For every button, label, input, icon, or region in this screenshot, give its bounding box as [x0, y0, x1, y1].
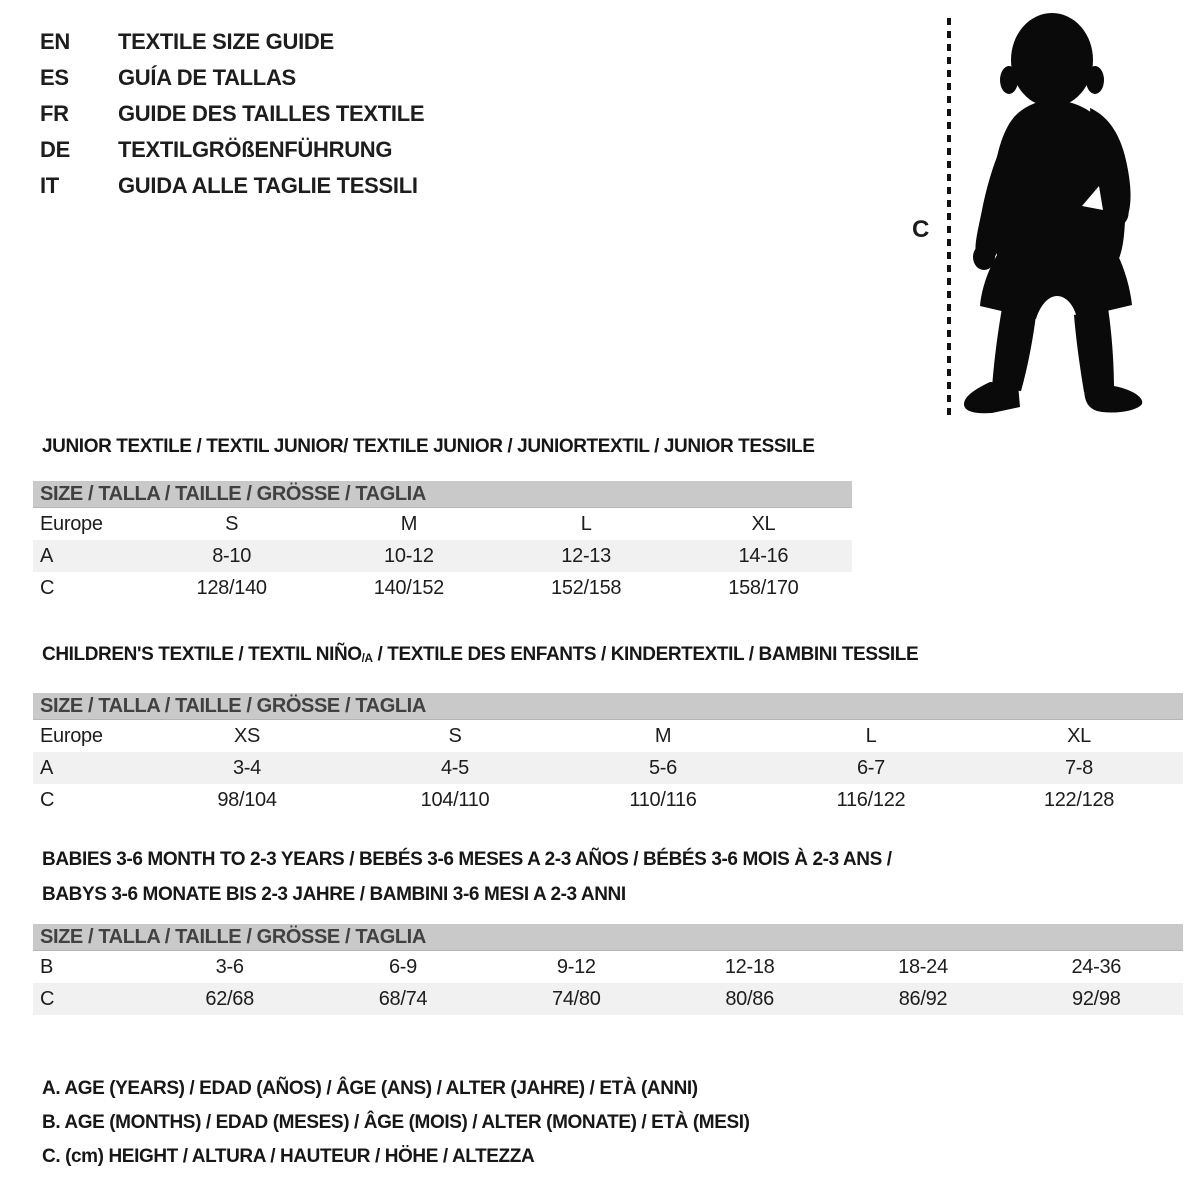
cell: 14-16	[738, 544, 789, 567]
section-babies	[33, 842, 1183, 1015]
language-code: ES	[40, 65, 69, 90]
junior-size-header-bar	[33, 481, 852, 508]
cell: 158/170	[728, 576, 799, 599]
row-label: A	[40, 544, 54, 567]
junior-size-header-text: SIZE / TALLA / TAILLE / GRÖSSE / TAGLIA	[40, 482, 426, 505]
cell: 140/152	[373, 576, 444, 599]
language-code: FR	[40, 101, 69, 126]
cell: 4-5	[440, 756, 469, 779]
cell: 122/128	[1043, 788, 1115, 811]
section-junior	[33, 436, 852, 604]
children-size-header-bar	[33, 693, 1183, 720]
cell: 5-6	[648, 756, 677, 779]
language-title: GUIDE DES TAILLES TEXTILE	[118, 101, 425, 126]
babies-heading	[42, 842, 1183, 912]
cell: 18-24	[898, 955, 948, 978]
height-measure-label: C	[912, 216, 930, 243]
language-title: TEXTILGRÖßENFÜHRUNG	[118, 137, 393, 162]
row-label: B	[40, 955, 54, 978]
row-label: Europe	[40, 512, 103, 535]
cell: 12-13	[561, 544, 611, 567]
table-row-age	[33, 540, 852, 572]
cell: 116/122	[836, 788, 906, 811]
cell: M	[400, 512, 418, 535]
table-row-height	[33, 572, 852, 604]
row-label: C	[40, 788, 55, 811]
row-label: C	[40, 987, 55, 1010]
table-row-age-months	[33, 951, 1183, 983]
measure-figure	[0, 0, 1200, 430]
junior-heading: JUNIOR TEXTILE / TEXTIL JUNIOR/ TEXTILE JUNIOR / JUNIORTEXTIL / JUNIOR TESSILE	[42, 436, 815, 457]
cell: 104/110	[420, 788, 490, 811]
cell: L	[580, 512, 592, 535]
babies-size-header-text: SIZE / TALLA / TAILLE / GRÖSSE / TAGLIA	[40, 925, 426, 948]
language-title: GUIDA ALLE TAGLIE TESSILI	[118, 173, 418, 198]
cell: 6-9	[388, 955, 417, 978]
section-children	[33, 644, 1183, 816]
cell: 8-10	[212, 544, 252, 567]
cell: 86/92	[898, 987, 948, 1010]
cell: 80/86	[725, 987, 774, 1010]
cell: 3-6	[215, 955, 244, 978]
note-a: A. AGE (YEARS) / EDAD (AÑOS) / ÂGE (ANS) / ALTER (JAHRE) / ETÀ (ANNI)	[42, 1078, 698, 1099]
cell: 152/158	[551, 576, 622, 599]
children-size-header-text: SIZE / TALLA / TAILLE / GRÖSSE / TAGLIA	[40, 694, 426, 717]
cell: XL	[1067, 724, 1091, 747]
cell: S	[448, 724, 462, 747]
table-row-age	[33, 752, 1183, 784]
cell: 7-8	[1064, 756, 1093, 779]
cell: 62/68	[205, 987, 254, 1010]
cell: XL	[751, 512, 776, 535]
cell: 12-18	[724, 955, 775, 978]
table-row-height	[33, 983, 1183, 1015]
language-title: GUÍA DE TALLAS	[118, 65, 296, 90]
cell: 74/80	[552, 987, 601, 1010]
cell: S	[225, 512, 239, 535]
legend-notes	[42, 1072, 750, 1174]
cell: 6-7	[856, 756, 885, 779]
cell: 98/104	[217, 788, 277, 811]
note-c: C. (cm) HEIGHT / ALTURA / HAUTEUR / HÖHE / ALTEZZA	[42, 1146, 535, 1167]
table-row-europe	[33, 720, 1183, 752]
cell: 10-12	[384, 544, 434, 567]
babies-heading-line2: BABYS 3-6 MONATE BIS 2-3 JAHRE / BAMBINI 3-6 MESI A 2-3 ANNI	[42, 884, 626, 905]
children-heading	[42, 644, 1183, 670]
babies-size-header-bar	[33, 924, 1183, 951]
row-label: Europe	[40, 724, 103, 747]
cell: 92/98	[1072, 987, 1121, 1010]
language-code: IT	[40, 173, 59, 198]
table-row-europe	[33, 508, 852, 540]
cell: 110/116	[629, 788, 697, 811]
cell: M	[654, 724, 672, 747]
cell: 68/74	[378, 987, 428, 1010]
children-heading-pre: CHILDREN'S TEXTILE / TEXTIL NIÑO	[42, 644, 362, 665]
junior-table	[33, 508, 852, 604]
language-code: DE	[40, 137, 70, 162]
cell: XS	[233, 724, 261, 747]
cell: 3-4	[232, 756, 261, 779]
children-heading-sub: /A	[361, 652, 373, 665]
babies-heading-line1: BABIES 3-6 MONTH TO 2-3 YEARS / BEBÉS 3-6 MESES A 2-3 AÑOS / BÉBÉS 3-6 MOIS À 2-3 ANS /	[42, 849, 892, 870]
language-title: TEXTILE SIZE GUIDE	[118, 29, 334, 54]
cell: 128/140	[196, 576, 267, 599]
height-dashed-line	[947, 18, 951, 415]
children-heading-post: / TEXTILE DES ENFANTS / KINDERTEXTIL / BAMBINI TESSILE	[372, 644, 919, 665]
row-label: C	[40, 576, 55, 599]
cell: 9-12	[556, 955, 596, 978]
row-label: A	[40, 756, 54, 779]
note-b: B. AGE (MONTHS) / EDAD (MESES) / ÂGE (MOIS) / ALTER (MONATE) / ETÀ (MESI)	[42, 1112, 750, 1133]
table-row-height	[33, 784, 1183, 816]
cell: L	[865, 724, 877, 747]
babies-table	[33, 951, 1183, 1015]
children-table	[33, 720, 1183, 816]
cell: 24-36	[1071, 955, 1122, 978]
language-code: EN	[40, 29, 70, 54]
baby-silhouette-icon	[962, 10, 1147, 416]
